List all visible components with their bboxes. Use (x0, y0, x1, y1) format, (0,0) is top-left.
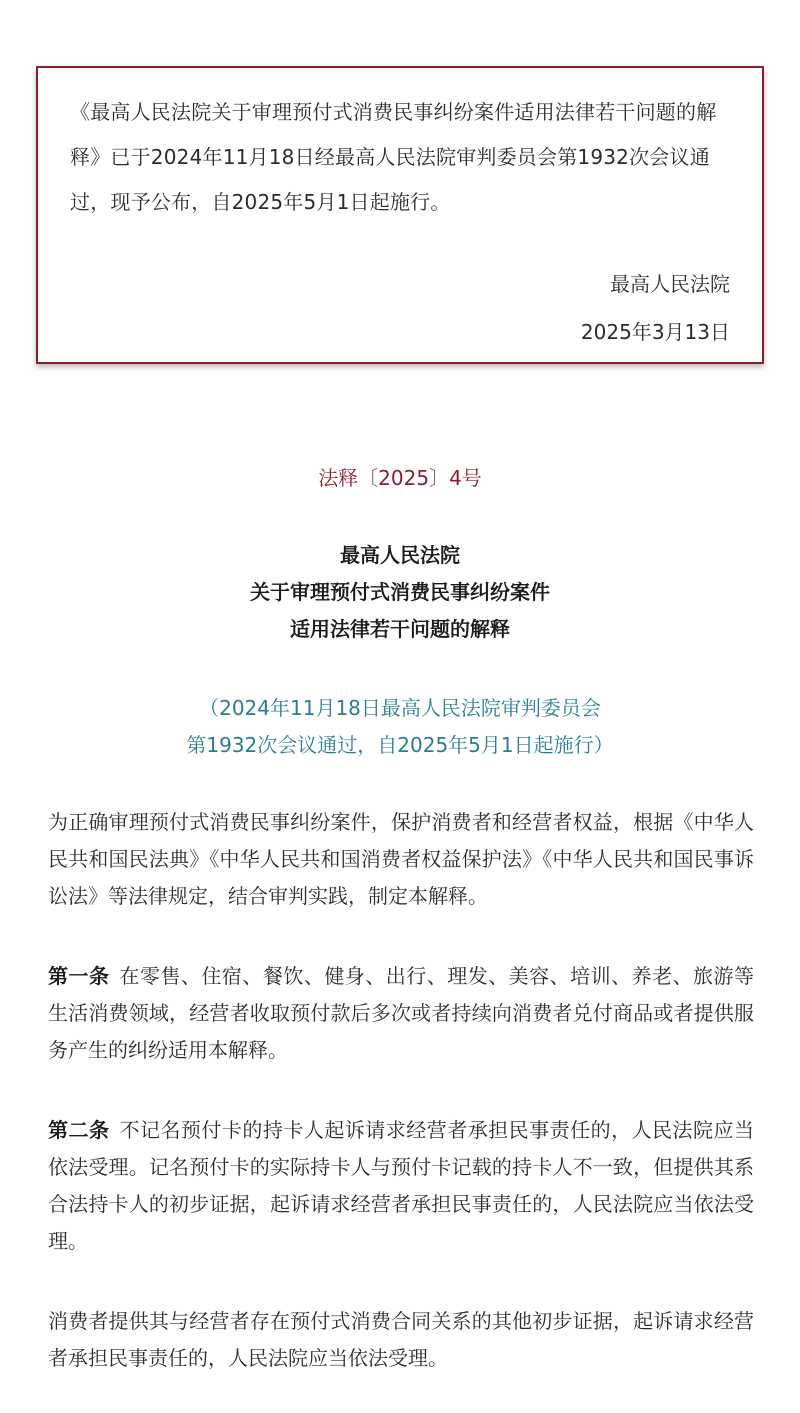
adoption-note-line: （2024年11月18日最高人民法院审判委员会 (199, 696, 601, 720)
preamble-paragraph: 为正确审理预付式消费民事纠纷案件，保护消费者和经营者权益，根据《中华人民共和国民法典》《中华人民共和国消费者权益保护法》《中华人民共和国民事诉讼法》等法律规定，结合审判实践，制定本解释。 (48, 810, 754, 908)
document-title-line: 关于审理预付式消费民事纠纷案件 (250, 580, 550, 604)
article-1 (48, 958, 754, 1069)
adoption-note (0, 690, 800, 764)
article-2-continuation: 消费者提供其与经营者存在预付式消费合同关系的其他初步证据，起诉请求经营者承担民事责任的，人民法院应当依法受理。 (48, 1309, 754, 1370)
article-1-text: 在零售、住宿、餐饮、健身、出行、理发、美容、培训、养老、旅游等生活消费领域，经营者收取预付款后多次或者持续向消费者兑付商品或者提供服务产生的纠纷适用本解释。 (48, 964, 755, 1062)
document-title-line: 适用法律若干问题的解释 (290, 617, 510, 641)
adoption-note-line: 第1932次会议通过，自2025年5月1日起施行） (186, 733, 614, 757)
article-2-label: 第二条 (48, 1118, 110, 1142)
announcement-signatory: 最高人民法院 (610, 272, 730, 296)
article-2 (48, 1112, 754, 1260)
announcement-date: 2025年3月13日 (580, 320, 730, 344)
document-number: 法释〔2025〕4号 (318, 466, 482, 490)
article-1-label: 第一条 (48, 964, 110, 988)
article-2-text: 不记名预付卡的持卡人起诉请求经营者承担民事责任的，人民法院应当依法受理。记名预付卡的实际持卡人与预付卡记载的持卡人不一致，但提供其系合法持卡人的初步证据，起诉请求经营者承担民事责任的，人民法院应当依法受理。 (48, 1118, 755, 1253)
document-title (0, 537, 800, 648)
announcement-text: 《最高人民法院关于审理预付式消费民事纠纷案件适用法律若干问题的解释》已于2024年11月18日经最高人民法院审判委员会第1932次会议通过，现予公布，自2025年5月1日起施行。 (70, 100, 717, 214)
document-title-line: 最高人民法院 (340, 543, 460, 567)
announcement-box (36, 66, 764, 364)
